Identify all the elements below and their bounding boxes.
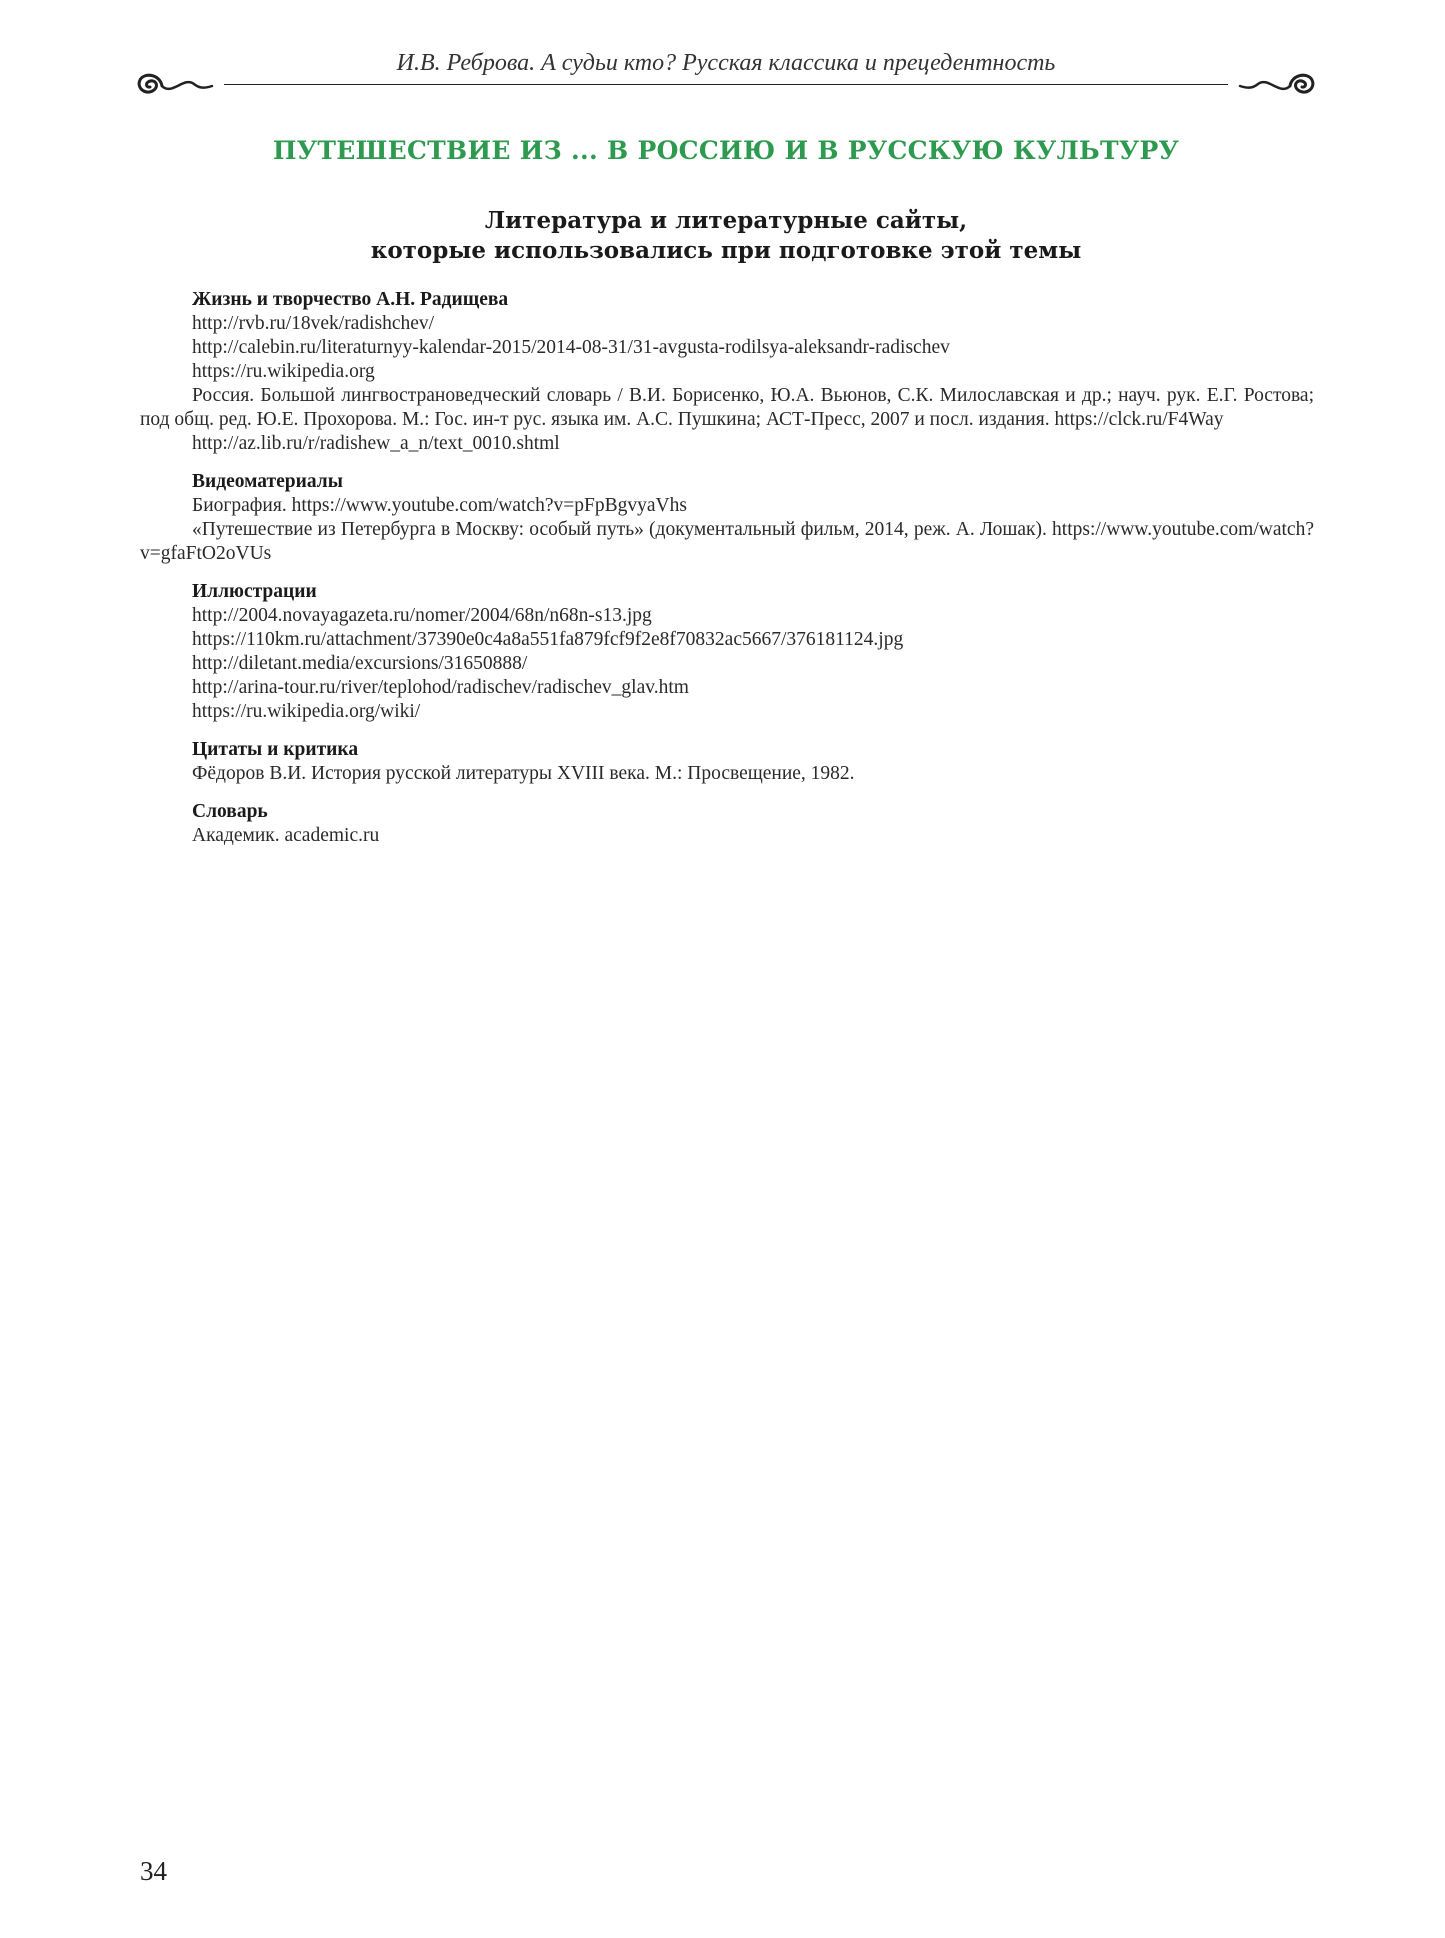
section-title: Жизнь и творчество А.Н. Радищева [192,289,509,310]
section-title: Цитаты и критика [192,739,359,760]
list-item: «Путешествие из Петербурга в Москву: особый путь» (документальный фильм, 2014, реж. А. Лошак). https://www.youtube.com/watch?v=gfaFtO2oVUs [140,519,1314,564]
list-item: https://ru.wikipedia.org [192,361,375,382]
section-illustrations [140,580,1314,724]
page-number: 34 [140,1856,167,1886]
list-item: http://calebin.ru/literaturnyy-kalendar-2015/2014-08-31/31-avgusta-rodilsya-aleksandr-radischev [192,337,950,358]
list-item: http://az.lib.ru/r/radishew_a_n/text_0010.shtml [192,433,560,454]
list-item: https://110km.ru/attachment/37390e0c4a8a551fa879fcf9f2e8f70832ac5667/376181124.jpg [192,629,904,650]
header-rule [224,84,1228,85]
section-title: Иллюстрации [192,581,317,602]
section-life-and-work [140,288,1314,456]
running-title: И.В. Реброва. А судьи кто? Русская классика и прецедентность [396,50,1056,76]
list-item: http://rvb.ru/18vek/radishchev/ [192,313,435,334]
section-title: Видеоматериалы [192,471,343,492]
running-header [132,44,1320,104]
section-title: Словарь [192,801,268,822]
sources-list [140,288,1314,862]
chapter-title: ПУТЕШЕСТВИЕ ИЗ ... В РОССИЮ И В РУССКУЮ КУЛЬТУРУ [272,136,1180,165]
list-item: Академик. academic.ru [192,825,380,846]
list-item: http://diletant.media/excursions/31650888/ [192,653,528,674]
sources-heading-line-1: Литература и литературные сайты, [484,207,968,234]
list-item: http://arina-tour.ru/river/teplohod/radischev/radischev_glav.htm [192,677,689,698]
sources-heading-line-2: которые использовались при подготовке этой темы [370,237,1082,264]
list-item: http://2004.novayagazeta.ru/nomer/2004/68n/n68n-s13.jpg [192,605,652,626]
sources-heading [132,206,1320,266]
scroll-ornament-right-icon [1236,66,1320,102]
section-video [140,470,1314,566]
list-item: Россия. Большой лингвострановедческий словарь / В.И. Борисенко, Ю.А. Вьюнов, С.К. Милославская и др.; науч. рук. Е.Г. Ростова; под общ. ред. Ю.Е. Прохорова. М.: Гос. ин-т рус. языка им. А.С. Пушкина; АСТ-Пресс, 2007 и посл. издания. https://clck.ru/F4Way [140,385,1314,430]
section-dictionary [140,800,1314,848]
list-item: https://ru.wikipedia.org/wiki/ [192,701,421,722]
section-quotes-and-criticism [140,738,1314,786]
list-item: Биография. https://www.youtube.com/watch?v=pFpBgvyaVhs [192,495,687,516]
list-item: Фёдоров В.И. История русской литературы XVIII века. М.: Просвещение, 1982. [192,763,855,784]
